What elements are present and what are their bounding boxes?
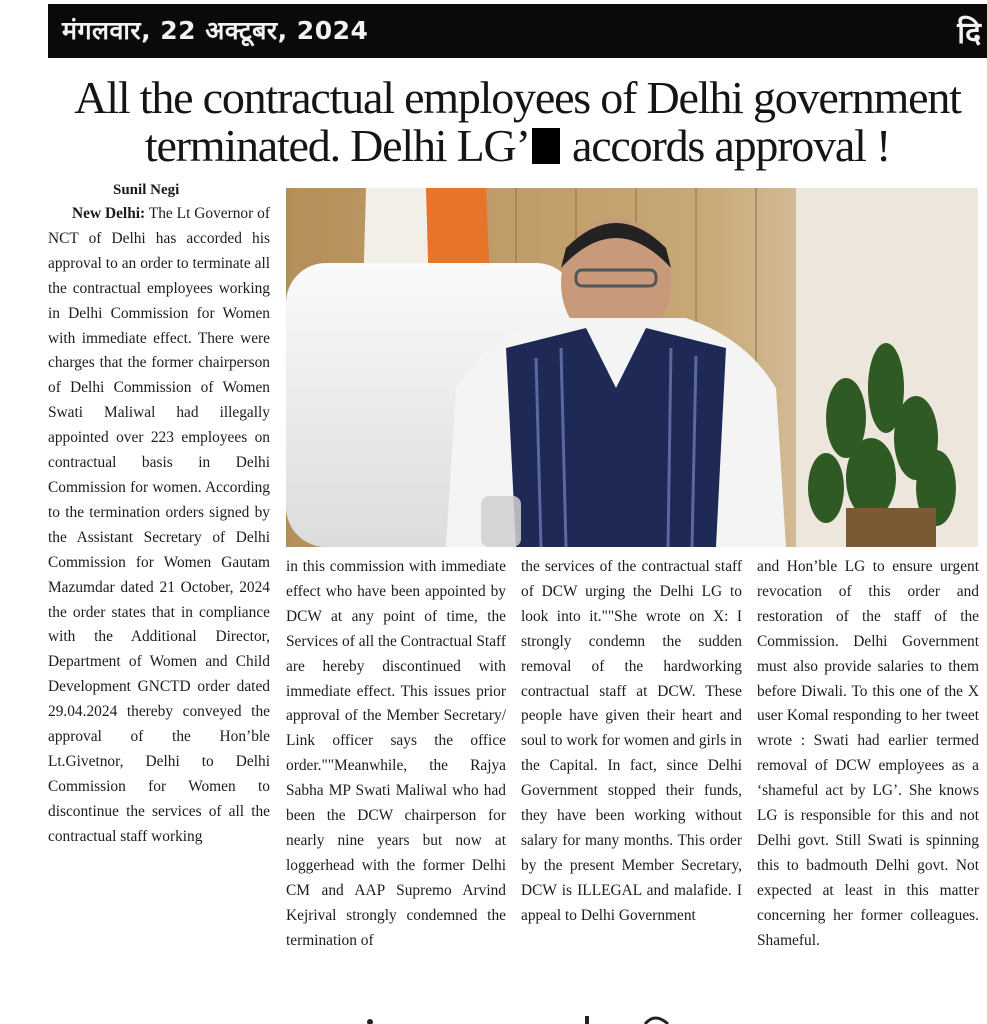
article-column-4: and Hon’ble LG to ensure urgent revocation of this order and restoration of the staff of the Commission. Delhi Government must also provide salaries to them before Diwali. To this one of the X user Komal responding to her tweet wrote : Swati had earlier termed removal of DCW employees as a ‘shameful act by LG’. She knows LG is responsible for this and not Delhi govt. Still Swati is spinning this to badmouth Delhi govt. Not expected at least in this matter concerning her former colleagues. Shameful. xyxy=(757,558,979,949)
photo-illustration xyxy=(286,188,978,547)
redaction-block xyxy=(532,128,560,164)
dateline: New Delhi: xyxy=(72,205,146,222)
cutoff-text-fragments xyxy=(300,1010,800,1024)
article-column-3: the services of the contractual staff of DCW urging the Delhi LG to look into it.""She wrote on X: I strongly condemn the sudden removal of the hardworking contractual staff at DCW. These people have given their heart and soul to work for women and girls in the Capital. In fact, since Delhi Government stopped their funds, they have been working without salary for many months. This order by the present Member Secretary, DCW is ILLEGAL and malafide. I appeal to Delhi Government xyxy=(521,558,742,924)
article-column-2: in this commission with immediate effect who have been appointed by DCW at any point of time, the Services of all the Contractual Staff are hereby discontinued with immediate effect. This issues prior approval of the Member Secretary/ Link officer says the office order.""Meanwhile, the Rajya Sabha MP Swati Maliwal who had been the DCW chairperson for nearly nine years but now at loggerhead with the former Delhi CM and AAP Supremo Arvind Kejrival strongly condemned the termination of xyxy=(286,558,506,949)
headline-text-part2: accords approval ! xyxy=(561,120,891,171)
publication-date: मंगलवार, 22 अक्टूबर, 2024 xyxy=(62,16,369,45)
column-1-text: The Lt Governor of NCT of Delhi has accorded his approval to an order to terminate all the contractual employees working in Delhi Commission for Women with immediate effect. There were charges that the former chairperson of Delhi Commission of Women Swati Maliwal had illegally appointed over 223 employees on contractual basis in Delhi Commission for women. According to the termination orders signed by the Assistant Secretary of Delhi Commission for Women Gautam Mazumdar dated 21 October, 2024 the order states that in compliance with the Additional Director, Department of Women and Child Development GNCTD order dated 29.04.2024 thereby conveyed the approval of the Hon’ble Lt.Givetnor, Delhi to Delhi Commission for Women to discontinue the services of all the contractual staff working xyxy=(48,205,270,845)
article-photo xyxy=(286,188,978,547)
article-headline xyxy=(48,74,987,170)
byline: Sunil Negi xyxy=(113,182,180,198)
headline-text-part1: All the contractual employees of Delhi government terminated. Delhi LG’ xyxy=(74,72,961,171)
article-column-1 xyxy=(48,202,270,850)
newspaper-header-bar xyxy=(48,4,987,58)
masthead-fragment: दि xyxy=(957,16,981,51)
